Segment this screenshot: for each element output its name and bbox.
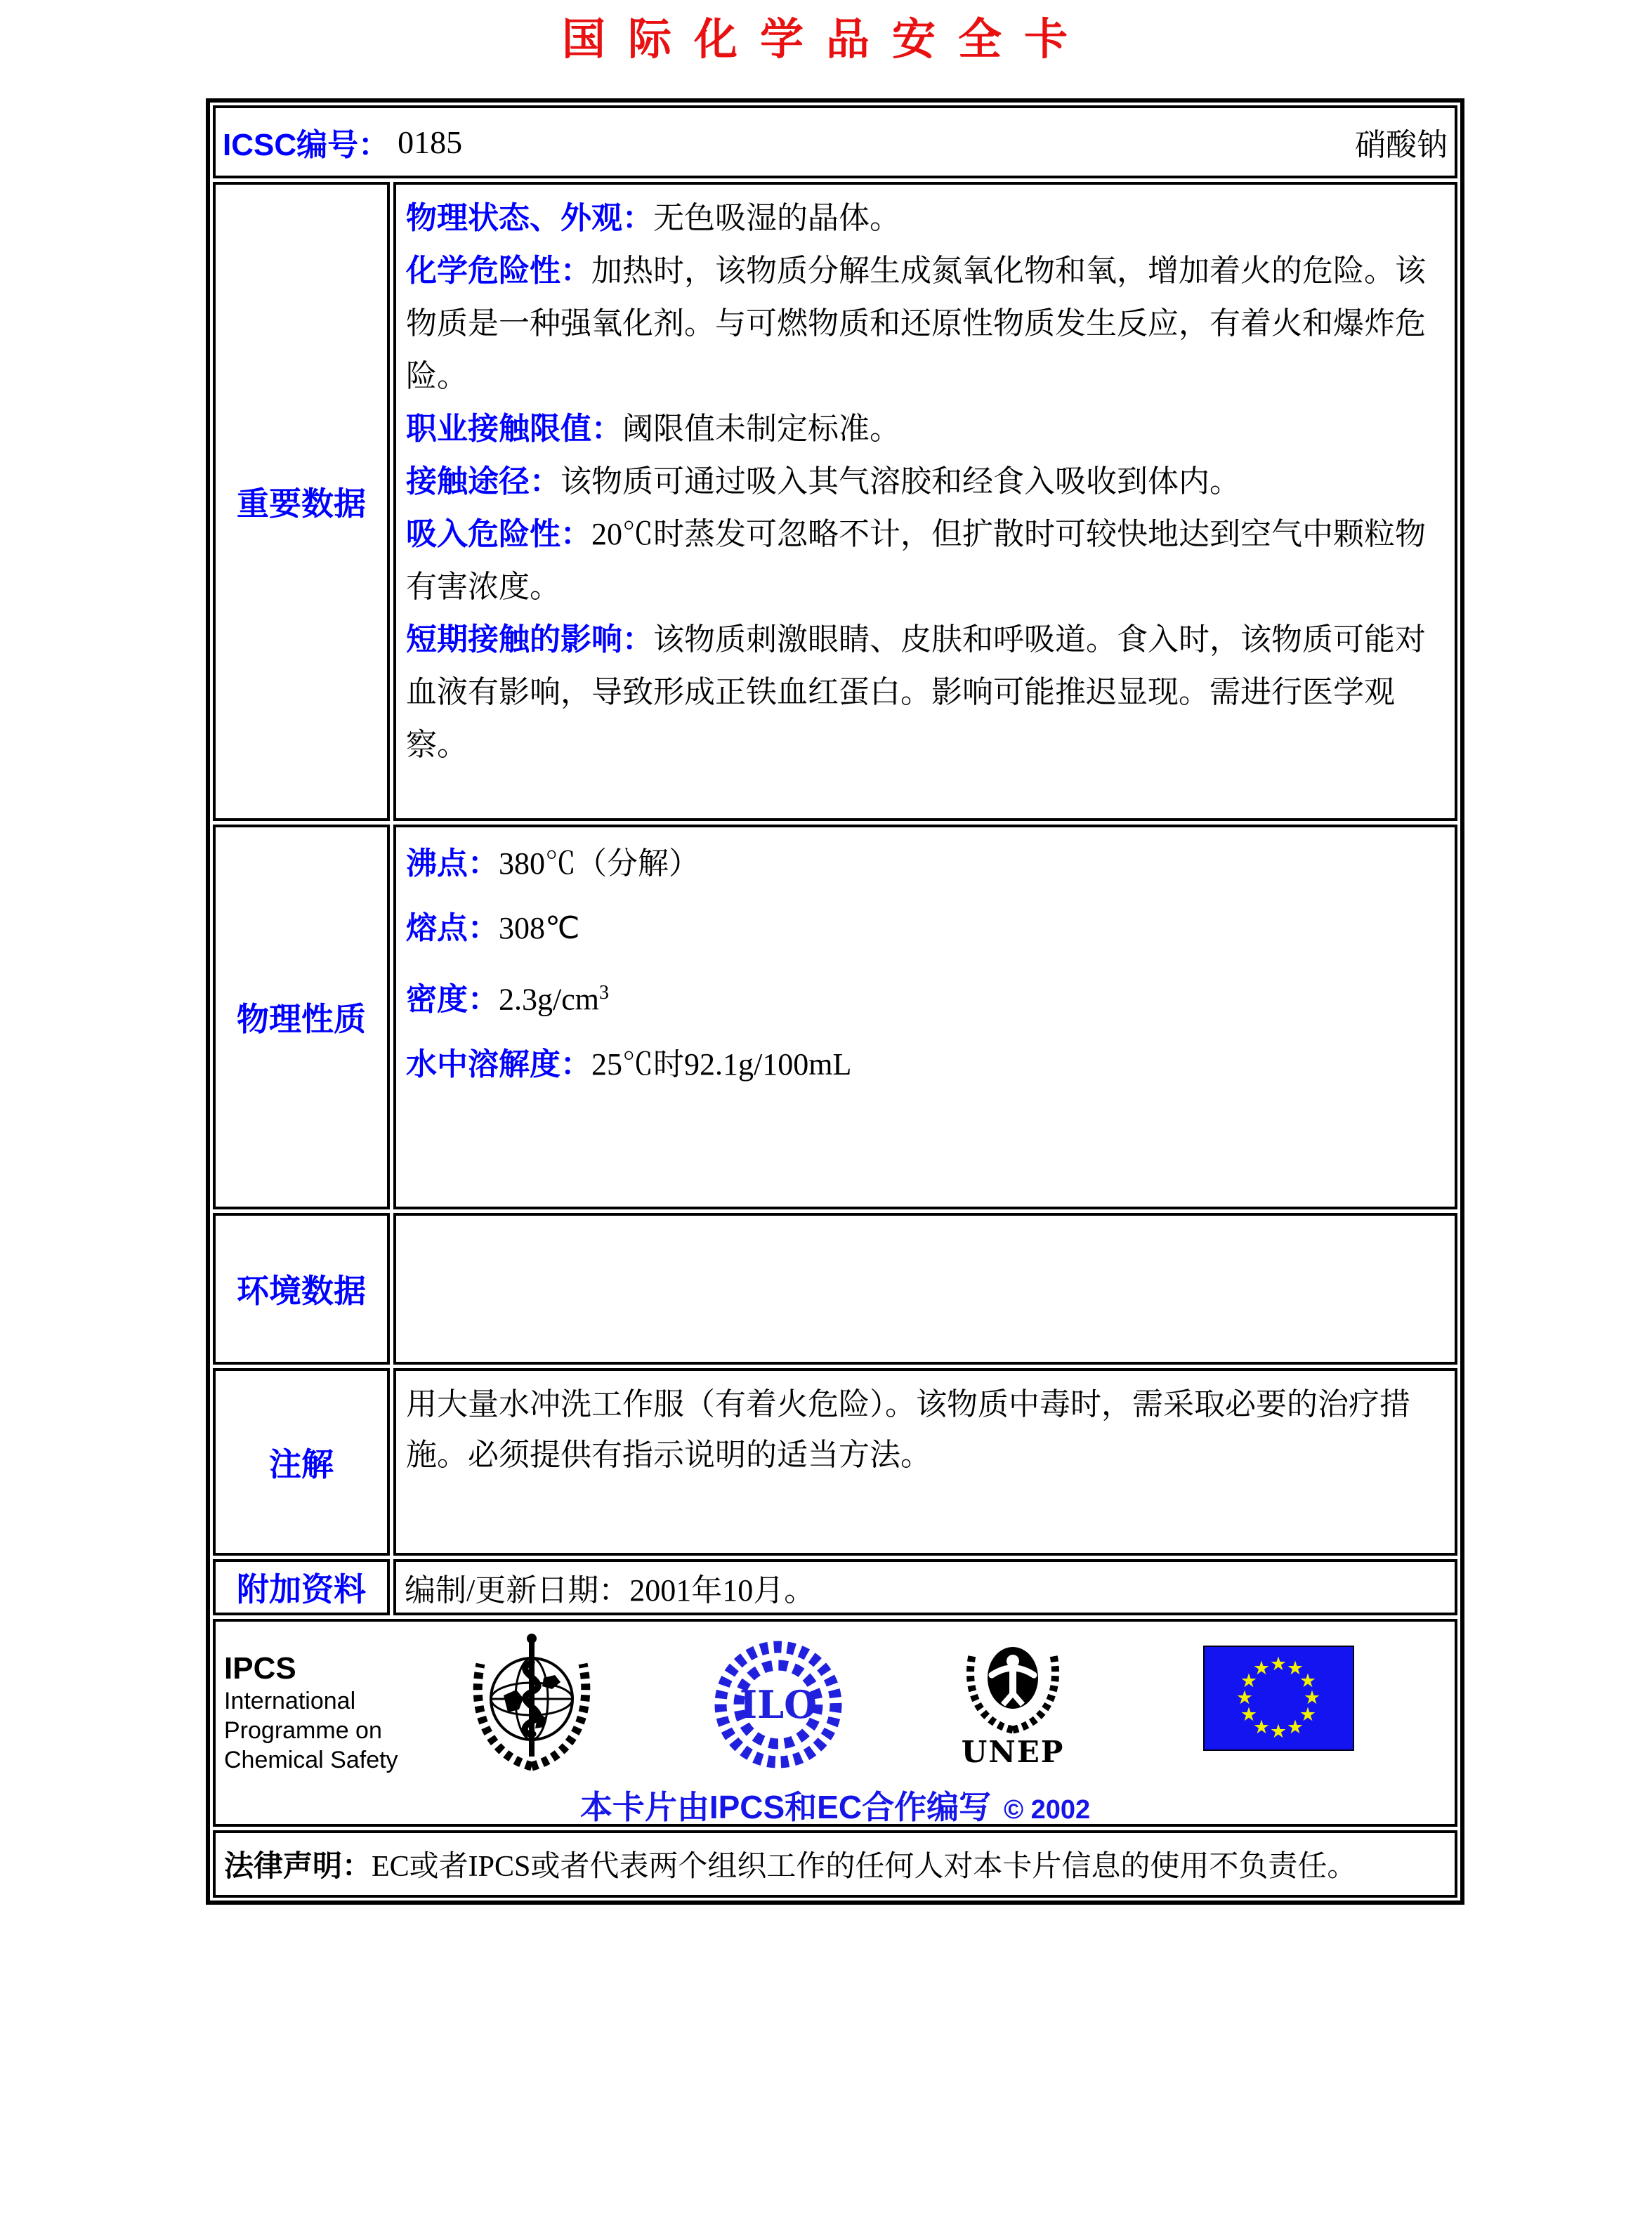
copyright-text: © 2002 xyxy=(1004,1795,1091,1825)
unep-label: UNEP xyxy=(961,1735,1065,1769)
physical-properties-content xyxy=(393,825,1457,1209)
environmental-data-section-label: 环境数据 xyxy=(213,1213,390,1365)
ipcs-text-block: IPCS International Programme on Chemical Safety xyxy=(224,1651,398,1773)
svg-text:ILO: ILO xyxy=(739,1682,818,1727)
credit-line xyxy=(216,1782,1455,1828)
physical-property-item: 密度：$2.3g/cm^3$ xyxy=(406,982,609,1017)
important-data-item: 职业接触限值：阈限值未制定标准。 xyxy=(406,412,900,446)
credit-text: 本卡片由IPCS和EC合作编写 xyxy=(579,1789,992,1825)
environmental-data-content xyxy=(393,1213,1457,1365)
icsc-card-table xyxy=(206,98,1464,1905)
additional-info-section-label: 附加资料 xyxy=(213,1559,390,1615)
ilo-logo-icon xyxy=(712,1634,845,1775)
header-cell xyxy=(213,105,1457,178)
important-data-row xyxy=(213,182,1457,821)
physical-property-item: 沸点：380℃（分解） xyxy=(406,846,700,881)
who-logo-icon xyxy=(465,1629,598,1778)
eu-star-icon: ★ xyxy=(1286,1716,1304,1738)
important-data-item: 短期接触的影响：该物质刺激眼睛、皮肤和呼吸道。食入时，该物质可能对血液有影响，导致形成正铁血红蛋白。影响可能推迟显现。需进行医学观察。 xyxy=(406,622,1426,762)
legal-label: 法律声明： xyxy=(224,1849,372,1882)
important-data-content xyxy=(393,182,1457,821)
legal-text: EC或者IPCS或者代表两个组织工作的任何人对本卡片信息的使用不负责任。 xyxy=(372,1851,1357,1883)
important-data-item: 物理状态、外观：无色吸湿的晶体。 xyxy=(406,201,900,235)
ipcs-abbr: IPCS xyxy=(224,1651,296,1686)
eu-star-icon: ★ xyxy=(1286,1657,1304,1679)
eu-star-icon: ★ xyxy=(1240,1670,1258,1692)
notes-section-label: 注解 xyxy=(213,1368,390,1556)
legal-cell xyxy=(213,1830,1457,1898)
eu-star-icon: ★ xyxy=(1269,1721,1287,1742)
icsc-number-label: ICSC编号： xyxy=(223,128,390,162)
eu-star-icon: ★ xyxy=(1303,1687,1321,1709)
eu-star-icon: ★ xyxy=(1299,1670,1317,1692)
physical-property-item: 水中溶解度：25℃时92.1g/100mL xyxy=(406,1046,852,1082)
legal-row xyxy=(213,1830,1457,1898)
page-title: 国际化学品安全卡 xyxy=(561,13,1090,65)
logos-row xyxy=(213,1619,1457,1827)
eu-flag-icon xyxy=(1203,1646,1354,1751)
important-data-section-label: 重要数据 xyxy=(213,182,390,821)
important-data-item: 吸入危险性：20℃时蒸发可忽略不计，但扩散时可较快地达到空气中颗粒物有害浓度。 xyxy=(406,517,1426,604)
important-data-item: 接触途径：该物质可通过吸入其气溶胶和经食入吸收到体内。 xyxy=(406,464,1240,499)
eu-star-icon: ★ xyxy=(1252,1657,1271,1679)
physical-properties-section-label: 物理性质 xyxy=(213,825,390,1209)
unep-block xyxy=(953,1630,1073,1769)
important-data-item: 化学危险性：加热时，该物质分解生成氮氧化物和氧，增加着火的危险。该物质是一种强氧化剂。与可燃物质和还原性物质发生反应，有着火和爆炸危险。 xyxy=(406,254,1426,393)
header-row xyxy=(213,105,1457,178)
notes-row xyxy=(213,1368,1457,1556)
notes-content: 用大量水冲洗工作服（有着火危险）。该物质中毒时，需采取必要的治疗措施。必须提供有指示说明的适当方法。 xyxy=(393,1368,1457,1556)
icsc-number-value: 0185 xyxy=(398,124,463,160)
chemical-name: 硝酸钠 xyxy=(1355,128,1448,162)
additional-info-row xyxy=(213,1559,1457,1615)
eu-star-icon: ★ xyxy=(1240,1704,1258,1726)
eu-star-icon: ★ xyxy=(1299,1704,1317,1726)
physical-properties-row xyxy=(213,825,1457,1209)
density-superscript: 3 xyxy=(598,982,609,1004)
eu-star-icon: ★ xyxy=(1235,1687,1254,1709)
additional-info-content: 编制/更新日期：2001年10月。 xyxy=(393,1559,1457,1615)
eu-star-icon: ★ xyxy=(1269,1653,1287,1675)
environmental-data-row xyxy=(213,1213,1457,1365)
eu-star-icon: ★ xyxy=(1252,1716,1271,1738)
physical-property-item: 熔点：308℃ xyxy=(406,911,580,945)
unep-logo-icon xyxy=(957,1630,1069,1734)
logos-cell xyxy=(213,1619,1457,1827)
